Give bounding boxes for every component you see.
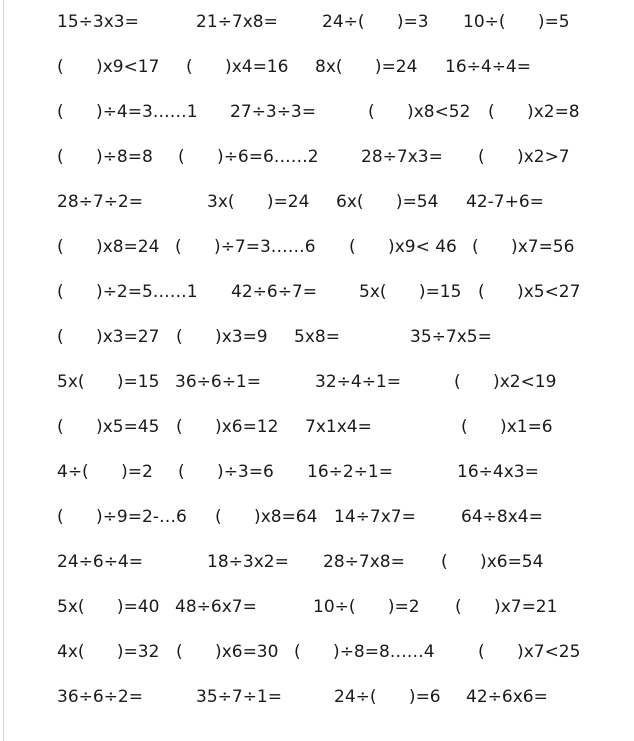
math-problem: ( )x8=64: [215, 507, 318, 527]
math-problem: ( )x9< 46: [349, 237, 457, 257]
math-problem: 5x( )=15: [359, 282, 462, 302]
math-problem: 16÷4x3=: [457, 462, 539, 482]
math-problem: 36÷6÷1=: [175, 372, 261, 392]
problem-row: [0, 592, 634, 622]
math-problem: ( )x7<25: [478, 642, 581, 662]
math-problem: 28÷7x3=: [361, 147, 443, 167]
problem-row: [0, 97, 634, 127]
math-problem: 8x( )=24: [315, 57, 418, 77]
math-problem: ( )x5=45: [57, 417, 160, 437]
math-problem: ( )x9<17: [57, 57, 160, 77]
math-problem: 42-7+6=: [466, 192, 544, 212]
math-problem: 18÷3x2=: [207, 552, 289, 572]
math-problem: ( )x3=9: [176, 327, 268, 347]
math-problem: 5x( )=15: [57, 372, 160, 392]
math-problem: ( )x2>7: [478, 147, 570, 167]
math-problem: ( )x6=12: [176, 417, 279, 437]
math-problem: 4÷( )=2: [57, 462, 153, 482]
math-problem: 32÷4÷1=: [315, 372, 401, 392]
math-problem: 14÷7x7=: [334, 507, 416, 527]
problem-row: [0, 682, 634, 712]
math-problem: 24÷( )=6: [334, 687, 441, 707]
problem-row: [0, 52, 634, 82]
math-problem: ( )÷8=8: [57, 147, 153, 167]
math-problem: 48÷6x7=: [175, 597, 257, 617]
math-problem: ( )x4=16: [186, 57, 289, 77]
math-problem: 36÷6÷2=: [57, 687, 143, 707]
problem-row: [0, 367, 634, 397]
math-problem: ( )x8<52: [368, 102, 471, 122]
problem-row: [0, 277, 634, 307]
problem-row: [0, 232, 634, 262]
math-problem: ( )x1=6: [461, 417, 553, 437]
problem-row: [0, 637, 634, 667]
math-problem: ( )÷4=3……1: [57, 102, 198, 122]
problem-row: [0, 502, 634, 532]
math-problem: 24÷6÷4=: [57, 552, 143, 572]
math-problem: 42÷6x6=: [466, 687, 548, 707]
math-problem: 3x( )=24: [207, 192, 310, 212]
math-problem: 21÷7x8=: [196, 12, 278, 32]
math-problem: 5x( )=40: [57, 597, 160, 617]
math-problem: ( )x7=56: [472, 237, 575, 257]
math-problem: 16÷4÷4=: [445, 57, 531, 77]
math-problem: 64÷8x4=: [461, 507, 543, 527]
math-problem: ( )x7=21: [455, 597, 558, 617]
problem-row: [0, 322, 634, 352]
math-problem: ( )x6=30: [176, 642, 279, 662]
problem-row: [0, 457, 634, 487]
math-problem: ( )÷7=3……6: [175, 237, 316, 257]
math-problem: 6x( )=54: [336, 192, 439, 212]
math-problem: ( )x3=27: [57, 327, 160, 347]
math-problem: 5x8=: [294, 327, 340, 347]
math-problem: ( )x2=8: [488, 102, 580, 122]
math-problem: 27÷3÷3=: [230, 102, 316, 122]
math-problem: ( )x6=54: [441, 552, 544, 572]
problem-row: [0, 7, 634, 37]
math-problem: 42÷6÷7=: [231, 282, 317, 302]
math-problem: 7x1x4=: [305, 417, 372, 437]
math-problem: 10÷( )=5: [463, 12, 570, 32]
math-problem: 10÷( )=2: [313, 597, 420, 617]
math-problem: 24÷( )=3: [322, 12, 429, 32]
math-problem: 15÷3x3=: [57, 12, 139, 32]
math-problem: ( )÷6=6……2: [178, 147, 319, 167]
math-problem: 28÷7÷2=: [57, 192, 143, 212]
problem-row: [0, 142, 634, 172]
math-problem: ( )÷9=2-…6: [57, 507, 187, 527]
math-problem: 16÷2÷1=: [307, 462, 393, 482]
problem-row: [0, 547, 634, 577]
problem-row: [0, 187, 634, 217]
math-problem: ( )x2<19: [454, 372, 557, 392]
math-problem: ( )x8=24: [57, 237, 160, 257]
math-problem: ( )÷2=5……1: [57, 282, 198, 302]
math-problem: 35÷7÷1=: [196, 687, 282, 707]
math-problem: ( )÷3=6: [178, 462, 274, 482]
math-problem: 35÷7x5=: [410, 327, 492, 347]
math-problem: ( )x5<27: [478, 282, 581, 302]
math-problem: ( )÷8=8……4: [294, 642, 435, 662]
math-problem: 4x( )=32: [57, 642, 160, 662]
math-problem: 28÷7x8=: [323, 552, 405, 572]
problem-row: [0, 412, 634, 442]
